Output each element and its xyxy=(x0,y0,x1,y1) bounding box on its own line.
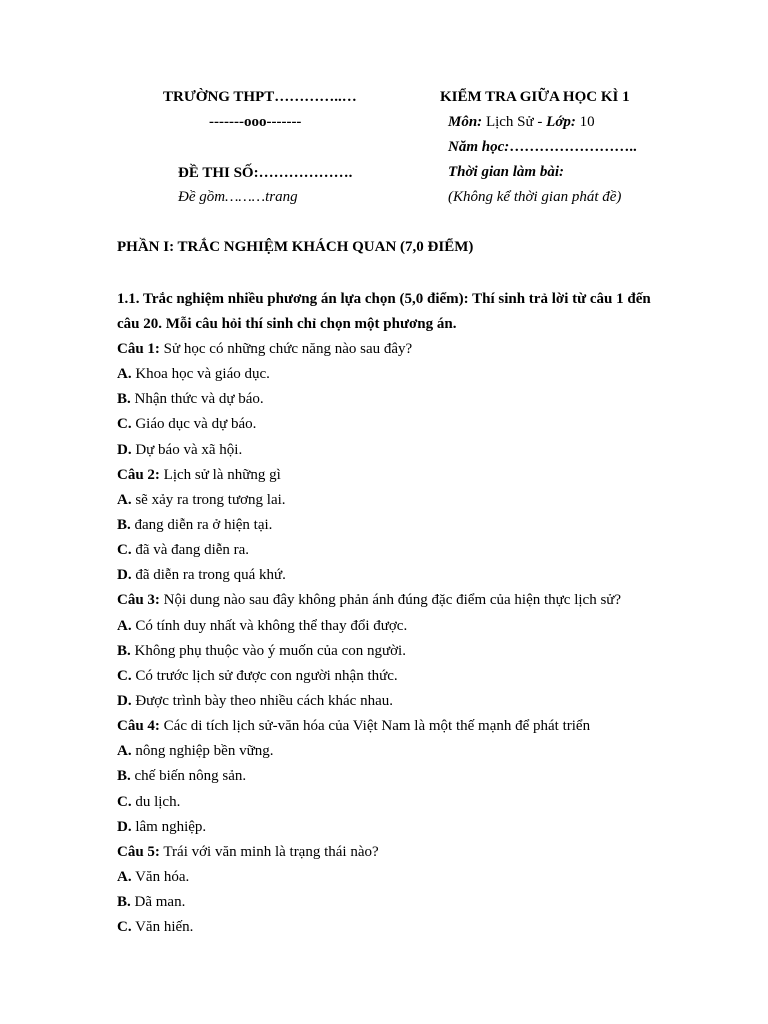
section-intro: 1.1. Trắc nghiệm nhiều phương án lựa chọn (5,0 điểm): Thí sinh trả lời từ câu 1 đến câu 20. Mỗi câu hỏi thí sinh chỉ chọn một phương án. xyxy=(117,291,651,332)
option-text: Được trình bày theo nhiều cách khác nhau. xyxy=(131,692,393,709)
question-text: Các di tích lịch sử-văn hóa của Việt Nam là một thế mạnh để phát triển xyxy=(159,718,591,735)
option-text: nông nghiệp bền vững. xyxy=(131,743,274,760)
option-text: chế biến nông sản. xyxy=(130,768,247,785)
question-stem xyxy=(117,716,677,741)
option-letter: B. xyxy=(117,391,131,408)
subject-value: Lịch Sử - xyxy=(485,114,547,130)
option-text: Giáo dục và dự báo. xyxy=(131,416,257,433)
question-stem xyxy=(117,842,677,867)
time-label: Thời gian làm bài: xyxy=(448,164,564,180)
answer-option xyxy=(117,792,677,817)
question-label: Câu 4: xyxy=(117,718,160,735)
answer-option xyxy=(117,867,677,892)
question-label: Câu 1: xyxy=(117,341,160,357)
option-letter: A. xyxy=(117,743,132,760)
answer-option xyxy=(117,565,677,590)
option-text: sẽ xảy ra trong tương lai. xyxy=(131,491,286,508)
option-letter: D. xyxy=(117,818,132,835)
pages-note: Đề gồm………trang xyxy=(178,189,298,205)
option-text: du lịch. xyxy=(131,793,181,810)
answer-option xyxy=(117,641,677,666)
option-letter: C. xyxy=(117,416,132,433)
question-label: Câu 5: xyxy=(117,843,160,860)
answer-option xyxy=(117,691,677,716)
option-text: Có trước lịch sử được con người nhận thức. xyxy=(131,667,398,684)
question-stem xyxy=(117,590,677,615)
option-letter: A. xyxy=(117,617,132,634)
question-list xyxy=(117,339,677,942)
option-text: đã diễn ra trong quá khứ. xyxy=(131,567,286,584)
answer-option xyxy=(117,766,677,791)
answer-option xyxy=(117,741,677,766)
answer-option xyxy=(117,440,677,465)
option-letter: B. xyxy=(117,516,131,533)
option-letter: C. xyxy=(117,793,132,810)
answer-option xyxy=(117,917,677,942)
option-letter: C. xyxy=(117,542,132,559)
option-text: đã và đang diễn ra. xyxy=(131,542,250,559)
option-letter: D. xyxy=(117,692,132,709)
answer-option xyxy=(117,666,677,691)
question-stem xyxy=(117,465,677,490)
question-text: Trái với văn minh là trạng thái nào? xyxy=(159,843,379,860)
option-text: Có tính duy nhất và không thể thay đổi được. xyxy=(131,617,408,634)
answer-option xyxy=(117,616,677,641)
question-stem xyxy=(117,339,677,364)
grade-value: 10 xyxy=(575,114,595,130)
option-text: đang diễn ra ở hiện tại. xyxy=(130,516,273,533)
answer-option xyxy=(117,515,677,540)
option-text: Khoa học và giáo dục. xyxy=(131,366,270,383)
option-letter: A. xyxy=(117,491,132,508)
school-year-line xyxy=(448,137,637,157)
option-letter: C. xyxy=(117,667,132,684)
year-label: Năm học: xyxy=(448,139,510,155)
option-letter: A. xyxy=(117,868,132,885)
question-label: Câu 3: xyxy=(117,592,160,609)
option-text: lâm nghiệp. xyxy=(131,818,207,835)
answer-option xyxy=(117,540,677,565)
time-note: (Không kể thời gian phát đề) xyxy=(448,189,622,205)
header-separator: -------ooo------- xyxy=(209,114,302,130)
exam-code: ĐỀ THI SỐ:………………. xyxy=(178,165,353,181)
question-text: Lịch sử là những gì xyxy=(159,466,281,483)
option-letter: A. xyxy=(117,366,132,383)
option-letter: B. xyxy=(117,894,131,911)
answer-option xyxy=(117,817,677,842)
option-text: Văn hóa. xyxy=(131,868,190,885)
answer-option xyxy=(117,389,677,414)
option-text: Không phụ thuộc vào ý muốn của con người. xyxy=(130,642,406,659)
year-value: …………………….. xyxy=(509,139,637,155)
option-text: Dự báo và xã hội. xyxy=(131,441,243,458)
option-text: Văn hiến. xyxy=(131,919,194,936)
option-letter: D. xyxy=(117,567,132,584)
answer-option xyxy=(117,490,677,515)
part-title: PHẦN I: TRẮC NGHIỆM KHÁCH QUAN (7,0 ĐIỂM) xyxy=(117,239,474,255)
option-letter: D. xyxy=(117,441,132,458)
subject-label: Môn: xyxy=(448,114,483,130)
question-label: Câu 2: xyxy=(117,466,160,483)
option-letter: C. xyxy=(117,919,132,936)
option-letter: B. xyxy=(117,642,131,659)
grade-label: Lớp: xyxy=(546,114,576,130)
option-text: Nhận thức và dự báo. xyxy=(130,391,264,408)
answer-option xyxy=(117,364,677,389)
subject-line xyxy=(448,112,595,132)
answer-option xyxy=(117,414,677,439)
question-text: Nội dung nào sau đây không phản ánh đúng đặc điểm của hiện thực lịch sử? xyxy=(159,592,622,609)
option-letter: B. xyxy=(117,768,131,785)
option-text: Dã man. xyxy=(130,894,186,911)
exam-title: KIỂM TRA GIỮA HỌC KÌ 1 xyxy=(440,89,630,105)
answer-option xyxy=(117,892,677,917)
question-text: Sử học có những chức năng nào sau đây? xyxy=(159,341,413,357)
school-name: TRƯỜNG THPT…………..… xyxy=(163,89,357,105)
